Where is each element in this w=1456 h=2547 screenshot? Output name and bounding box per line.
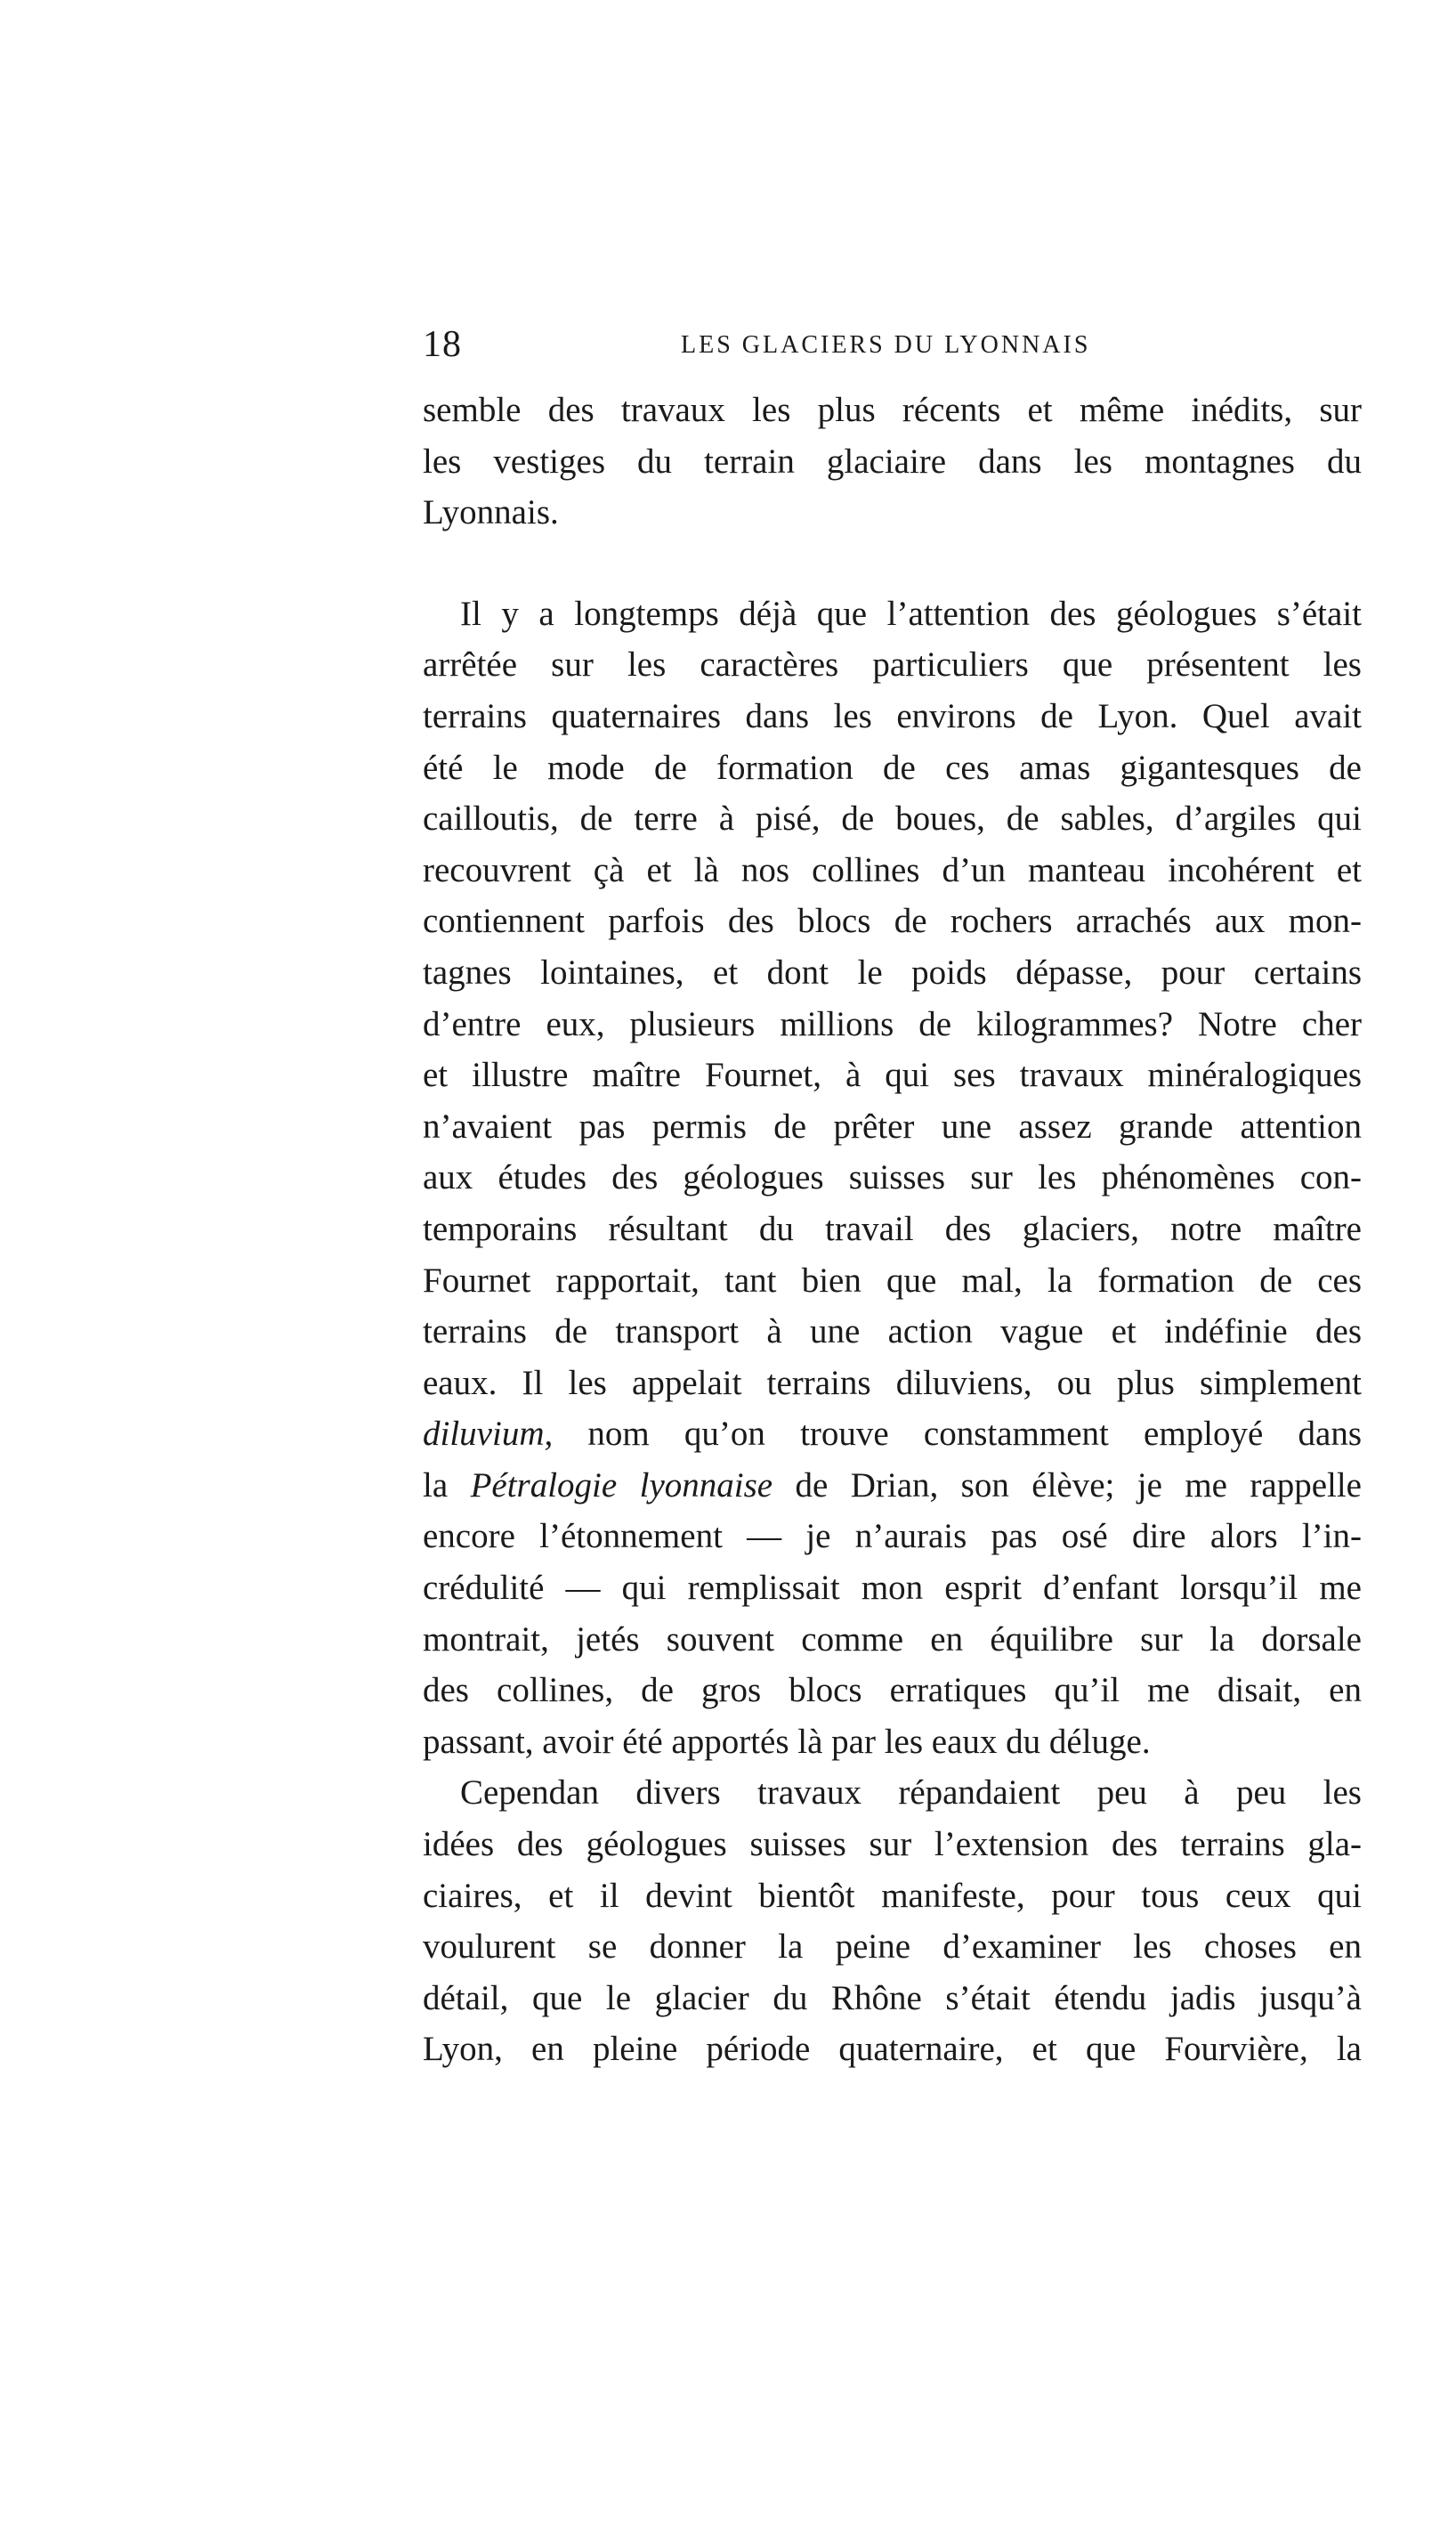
text-line: eaux. Il les appelait terrains diluviens, ou plus simplement (423, 1363, 1362, 1402)
text-line: ciaires, et il devint bientôt manifeste, pour tous ceux qui (423, 1876, 1362, 1915)
text-line: recouvrent çà et là nos collines d’un manteau incohérent et (423, 850, 1362, 889)
text-line: détail, que le glacier du Rhône s’était étendu jadis jusqu’à (423, 1978, 1362, 2017)
italic-term: diluvium, (423, 1415, 554, 1454)
text-line: temporains résultant du travail des glaciers, notre maître (423, 1209, 1362, 1248)
text-line: semble des travaux les plus récents et même inédits, sur (423, 391, 1362, 429)
text-line: contiennent parfois des blocs de rochers arrachés aux mon- (423, 902, 1362, 941)
text-line: aux études des géologues suisses sur les phénomènes con- (423, 1158, 1362, 1197)
text-line: d’entre eux, plusieurs millions de kilogrammes? Notre cher (423, 1004, 1362, 1043)
text-line: passant, avoir été apportés là par les eaux du déluge. (423, 1722, 1151, 1761)
text-line: et illustre maître Fournet, à qui ses travaux minéralogiques (423, 1056, 1362, 1095)
page-number: 18 (423, 324, 462, 365)
text-line: voulurent se donner la peine d’examiner les choses en (423, 1927, 1362, 1967)
text-line: crédulité — qui remplissait mon esprit d’enfant lorsqu’il me (423, 1569, 1362, 1608)
text-line: Fournet rapportait, tant bien que mal, la formation de ces (423, 1261, 1362, 1300)
text-line: Lyon, en pleine période quaternaire, et que Fourvière, la (423, 2030, 1362, 2069)
text-line: arrêtée sur les caractères particuliers que présentent les (423, 645, 1362, 685)
text-line: terrains quaternaires dans les environs de Lyon. Quel avait (423, 696, 1362, 735)
running-title: LES GLACIERS DU LYONNAIS (681, 331, 1091, 359)
body-text (423, 385, 1362, 2075)
text-line: Cependan divers travaux répandaient peu à peu les (460, 1773, 1362, 1813)
text-line: tagnes lointaines, et dont le poids dépasse, pour certains (423, 953, 1362, 992)
text-line-petralogie (423, 1460, 1362, 1512)
paragraph-gap (423, 539, 1362, 588)
text-line: les vestiges du terrain glaciaire dans les montagnes du (423, 442, 1362, 481)
text-line: Lyonnais. (423, 493, 559, 532)
text-line: des collines, de gros blocs erratiques qu’il me disait, en (423, 1671, 1362, 1710)
text-fragment: nom qu’on trouve constamment employé dans (553, 1415, 1362, 1454)
italic-book-title: Pétralogie lyonnaise (470, 1465, 773, 1505)
text-line: Il y a longtemps déjà que l’attention des géologues s’était (460, 594, 1362, 633)
text-line: idées des géologues suisses sur l’extension des terrains gla- (423, 1825, 1362, 1864)
text-line: montrait, jetés souvent comme en équilibre sur la dorsale (423, 1619, 1362, 1659)
running-head (423, 322, 1362, 367)
text-line: cailloutis, de terre à pisé, de boues, de sables, d’argiles qui (423, 799, 1362, 839)
text-line: encore l’étonnement — je n’aurais pas osé dire alors l’in- (423, 1517, 1362, 1556)
text-line: été le mode de formation de ces amas gigantesques de (423, 748, 1362, 787)
text-fragment: de Drian, son élève; je me rappelle (772, 1465, 1362, 1505)
text-line-diluvium (423, 1408, 1362, 1460)
text-line: terrains de transport à une action vague et indéfinie des (423, 1312, 1362, 1351)
text-fragment: la (423, 1465, 471, 1505)
text-line: n’avaient pas permis de prêter une assez grande attention (423, 1107, 1362, 1146)
